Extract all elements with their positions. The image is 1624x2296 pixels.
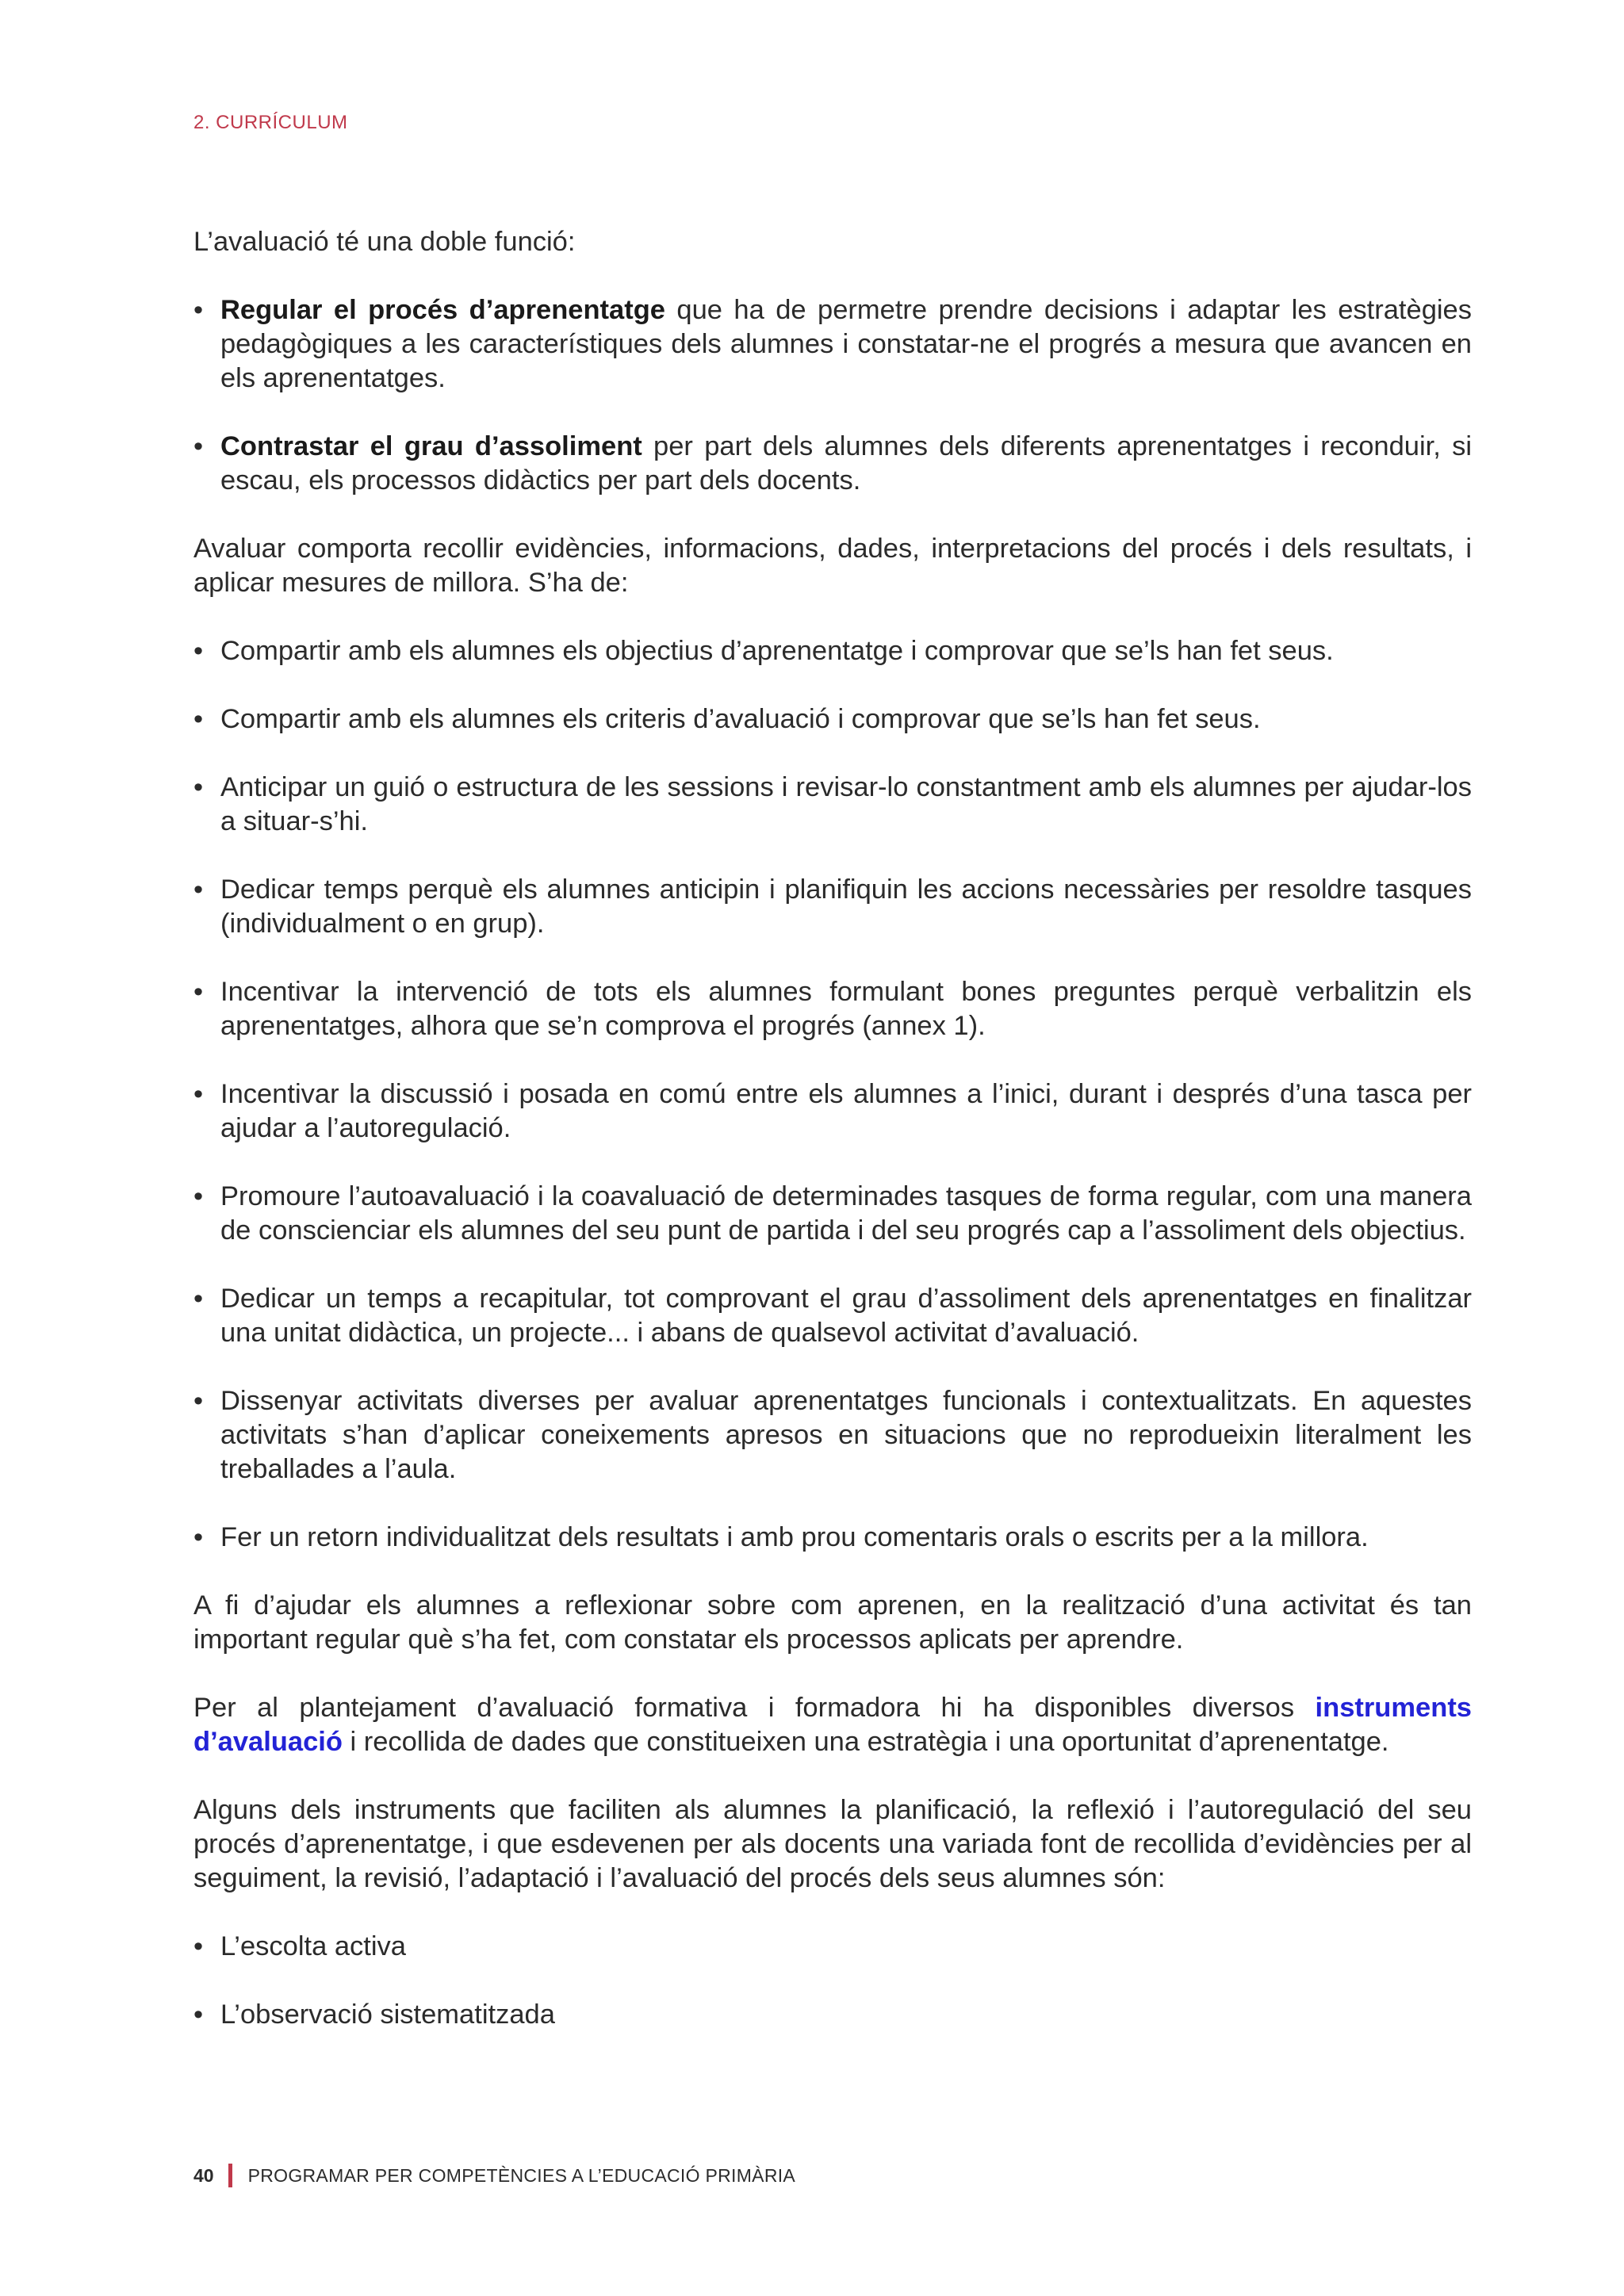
action-item: • Anticipar un guió o estructura de les sessions i revisar-lo constantment amb els alumnes per ajudar-los a situar-s’hi. xyxy=(193,771,1472,839)
function-bold: Contrastar el grau d’assoliment xyxy=(220,431,642,461)
action-item: • Incentivar la intervenció de tots els alumnes formulant bones preguntes perquè verbalitzin els aprenentatges, alhora que se’n comprova el progrés (annex 1). xyxy=(193,975,1472,1043)
reflexionar-paragraph: A fi d’ajudar els alumnes a reflexionar sobre com aprenen, en la realització d’una activitat és tan important regular què s’ha fet, com constatar els processos aplicats per aprendre. xyxy=(193,1590,1472,1655)
action-item: • Promoure l’autoavaluació i la coavaluació de determinades tasques de forma regular, com una manera de conscienciar els alumnes del seu punt de partida i del seu progrés cap a l’assoliment dels objectius. xyxy=(193,1180,1472,1248)
instrument-item: • L’observació sistematitzada xyxy=(193,1998,1472,2032)
section-label: 2. CURRÍCULUM xyxy=(193,112,348,133)
action-item: • Compartir amb els alumnes els objectius d’aprenentatge i comprovar que se’ls han fet seus. xyxy=(193,634,1472,668)
function-item-regular xyxy=(193,293,1472,396)
alguns-instruments-paragraph: Alguns dels instruments que faciliten als alumnes la planificació, la reflexió i l’autoregulació del seu procés d’aprenentatge, i que esdevenen per als docents una variada font de recollida d’evidències per al seguiment, la revisió, l’adaptació i l’avaluació del procés dels seus alumnes són: xyxy=(193,1795,1472,1893)
action-item: • Dissenyar activitats diverses per avaluar aprenentatges funcionals i contextualitzats. En aquestes activitats s’han d’aplicar coneixements apresos en situacions que no reprodueixin literalment les treballades a l’aula. xyxy=(193,1384,1472,1487)
action-item: • Compartir amb els alumnes els criteris d’avaluació i comprovar que se’ls han fet seus. xyxy=(193,702,1472,737)
action-item: • Incentivar la discussió i posada en comú entre els alumnes a l’inici, durant i després d’una tasca per ajudar a l’autoregulació. xyxy=(193,1077,1472,1146)
instruments-paragraph xyxy=(193,1691,1472,1759)
publication-title: PROGRAMAR PER COMPETÈNCIES A L’EDUCACIÓ PRIMÀRIA xyxy=(247,2164,796,2186)
body-content xyxy=(193,225,1472,2066)
footer-divider xyxy=(228,2164,232,2187)
function-bold: Regular el procés d’aprenentatge xyxy=(220,295,665,325)
action-item: • Dedicar un temps a recapitular, tot comprovant el grau d’assoliment dels aprenentatges en finalitzar una unitat didàctica, un projecte... i abans de qualsevol activitat d’avaluació. xyxy=(193,1282,1472,1350)
action-item: • Fer un retorn individualitzat dels resultats i amb prou comentaris orals o escrits per a la millora. xyxy=(193,1521,1472,1555)
function-text: per part dels alumnes dels diferents aprenentatges i reconduir, si escau, els processos didàctics per part dels docents. xyxy=(220,431,1472,496)
instruments-text-after: i recollida de dades que constitueixen una estratègia i una oportunitat d’aprenentatge. xyxy=(342,1727,1389,1757)
action-item: • Dedicar temps perquè els alumnes anticipin i planifiquin les accions necessàries per resoldre tasques (individualment o en grup). xyxy=(193,873,1472,941)
function-text: que ha de permetre prendre decisions i adaptar les estratègies pedagògiques a les característiques dels alumnes i constatar-ne el progrés a mesura que avancen en els aprenentatges. xyxy=(220,295,1472,393)
page-number: 40 xyxy=(193,2164,214,2186)
function-item-contrastar xyxy=(193,430,1472,498)
instruments-avaluacio-link[interactable]: instruments d’avaluació xyxy=(193,1693,1472,1757)
intro-paragraph: L’avaluació té una doble funció: xyxy=(193,227,576,257)
page-footer xyxy=(193,2163,795,2188)
instrument-item: • L’escolta activa xyxy=(193,1930,1472,1964)
instruments-text-before: Per al plantejament d’avaluació formativa i formadora hi ha disponibles diversos xyxy=(193,1693,1316,1723)
avaluar-paragraph: Avaluar comporta recollir evidències, informacions, dades, interpretacions del procés i dels resultats, i aplicar mesures de millora. S’ha de: xyxy=(193,534,1472,598)
